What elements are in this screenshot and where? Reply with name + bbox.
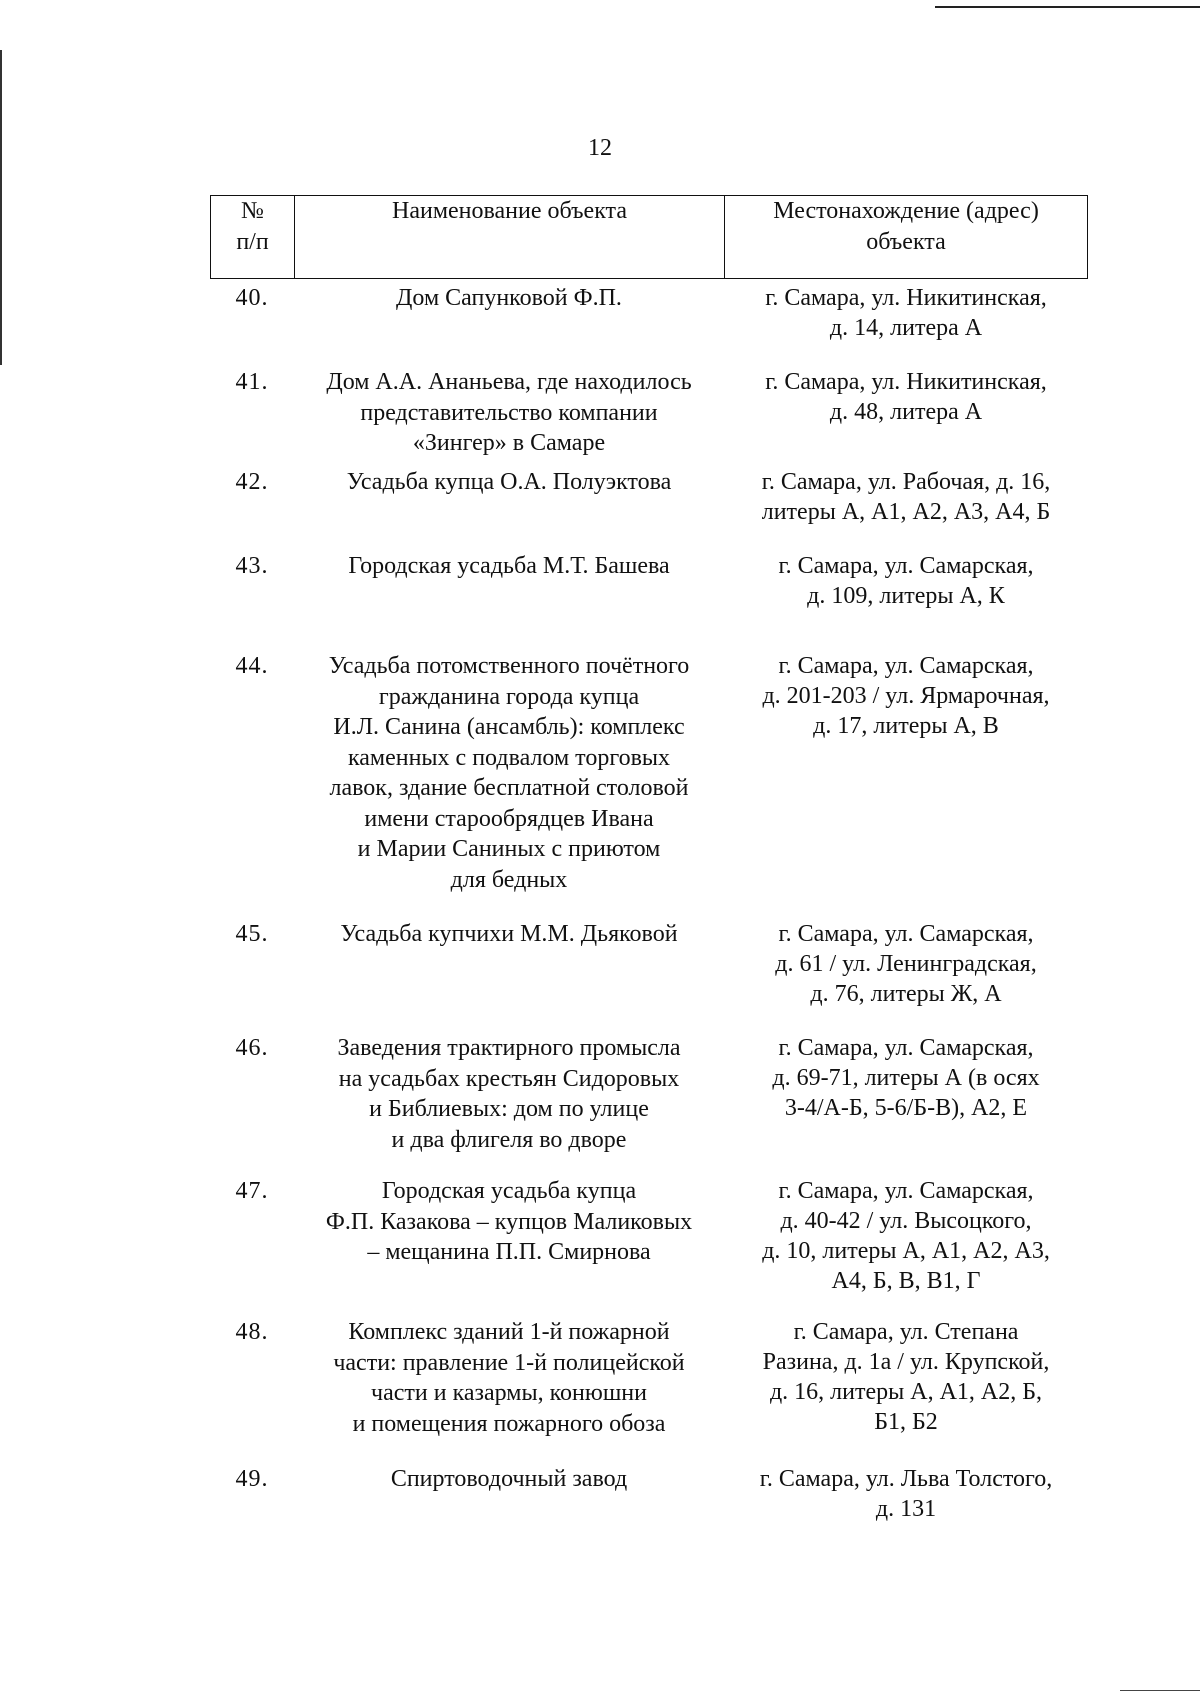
object-address-line: г. Самара, ул. Самарская, xyxy=(778,553,1034,579)
scan-edge-line-left xyxy=(0,50,2,365)
row-number: 46. xyxy=(235,1035,269,1061)
object-name-line: Заведения трактирного промысла xyxy=(337,1035,681,1061)
header-number-line: № xyxy=(241,198,264,224)
header-name-line: Наименование объекта xyxy=(392,198,627,224)
object-name xyxy=(294,1317,724,1439)
table-row xyxy=(210,283,1088,343)
object-address-line: г. Самара, ул. Самарская, xyxy=(778,1178,1034,1204)
object-name xyxy=(294,367,724,459)
object-name-line: и помещения пожарного обоза xyxy=(352,1410,666,1437)
object-name xyxy=(294,1033,724,1155)
object-address-line: г. Самара, ул. Самарская, xyxy=(778,1035,1034,1061)
object-address-line: д. 10, литеры А, А1, А2, А3, xyxy=(762,1238,1050,1264)
object-name-line: Дом А.А. Ананьева, где находилось xyxy=(326,369,692,395)
header-name-column xyxy=(295,196,725,278)
object-name xyxy=(294,1464,724,1524)
object-address-line: д. 40-42 / ул. Высоцкого, xyxy=(780,1208,1032,1234)
object-name-line: имени старообрядцев Ивана xyxy=(364,805,654,832)
object-address-line: д. 76, литеры Ж, А xyxy=(810,981,1002,1007)
object-address-line: 3-4/А-Б, 5-6/Б-В), А2, Е xyxy=(784,1095,1028,1121)
object-name-line: каменных с подвалом торговых xyxy=(347,744,671,771)
object-address-line: г. Самара, ул. Никитинская, xyxy=(765,369,1047,395)
row-number: 49. xyxy=(235,1466,269,1492)
object-address-line: Б1, Б2 xyxy=(874,1409,938,1435)
object-address-line: г. Самара, ул. Никитинская, xyxy=(765,285,1047,311)
object-name-line: части: правление 1-й полицейской xyxy=(333,1349,685,1376)
object-address-line: г. Самара, ул. Самарская, xyxy=(778,921,1034,947)
object-name xyxy=(294,1176,724,1296)
object-address-line: г. Самара, ул. Степана xyxy=(793,1319,1019,1345)
object-name-line: Усадьба купчихи М.М. Дьяковой xyxy=(340,921,678,947)
object-name-line: Усадьба купца О.А. Полуэктова xyxy=(346,469,672,495)
object-name-line: Городская усадьба купца xyxy=(381,1178,637,1204)
object-address-line: Разина, д. 1а / ул. Крупской, xyxy=(762,1349,1050,1375)
object-name xyxy=(294,551,724,611)
table-row xyxy=(210,919,1088,1009)
object-address-line: д. 201-203 / ул. Ярмарочная, xyxy=(762,683,1050,709)
row-number: 47. xyxy=(235,1178,269,1204)
object-address xyxy=(724,651,1088,895)
object-address-line: д. 17, литеры А, В xyxy=(813,713,999,739)
object-address-line: д. 131 xyxy=(875,1496,937,1522)
object-address-line: г. Самара, ул. Рабочая, д. 16, xyxy=(761,469,1051,495)
header-address-line: объекта xyxy=(866,229,946,255)
object-name-line: – мещанина П.П. Смирнова xyxy=(367,1239,651,1265)
object-name-line: «Зингер» в Самаре xyxy=(412,430,606,456)
row-number: 44. xyxy=(235,653,269,679)
object-name-line: на усадьбах крестьян Сидоровых xyxy=(338,1065,680,1092)
object-address-line: д. 69-71, литеры А (в осях xyxy=(772,1065,1040,1091)
table-row xyxy=(210,1176,1088,1296)
table-row xyxy=(210,367,1088,459)
scan-edge-line-bottom xyxy=(1120,1690,1200,1691)
object-name-line: и Марии Саниных с приютом xyxy=(357,836,661,862)
row-number: 42. xyxy=(235,469,269,495)
object-name-line: Городская усадьба М.Т. Башева xyxy=(348,553,670,579)
header-address-column xyxy=(725,196,1087,278)
header-number-column xyxy=(211,196,295,278)
object-name-line: представительство компании xyxy=(360,399,658,426)
object-name-line: Ф.П. Казакова – купцов Маликовых xyxy=(325,1208,693,1235)
table-row xyxy=(210,651,1088,895)
object-name-line: гражданина города купца xyxy=(378,683,640,710)
object-address-line: д. 16, литеры А, А1, А2, Б, xyxy=(769,1379,1043,1405)
object-name-line: Дом Сапунковой Ф.П. xyxy=(396,285,622,311)
table-row xyxy=(210,551,1088,611)
object-name-line: Усадьба потомственного почётного xyxy=(328,653,690,679)
object-name-line: части и казармы, конюшни xyxy=(371,1380,647,1406)
object-name-line: И.Л. Санина (ансамбль): комплекс xyxy=(333,714,685,740)
object-address-line: д. 14, литера А xyxy=(829,315,983,341)
object-name xyxy=(294,467,724,527)
object-address xyxy=(724,467,1088,527)
object-address-line: д. 48, литера А xyxy=(829,399,983,425)
table-row xyxy=(210,1317,1088,1439)
object-name-line: Комплекс зданий 1-й пожарной xyxy=(348,1319,670,1345)
object-address xyxy=(724,1176,1088,1296)
table-row xyxy=(210,467,1088,527)
table-row xyxy=(210,1464,1088,1524)
object-address xyxy=(724,367,1088,459)
object-address xyxy=(724,1033,1088,1155)
object-address xyxy=(724,1464,1088,1524)
row-number: 41. xyxy=(235,369,269,395)
object-address xyxy=(724,1317,1088,1439)
scan-edge-line-top xyxy=(935,6,1200,8)
object-address xyxy=(724,551,1088,611)
row-number: 45. xyxy=(235,921,269,947)
object-name-line: для бедных xyxy=(450,866,568,893)
object-address xyxy=(724,283,1088,343)
object-name xyxy=(294,651,724,895)
header-address-line: Местонахождение (адрес) xyxy=(773,198,1039,224)
header-number-line: п/п xyxy=(236,229,269,255)
object-name-line: и два флигеля во дворе xyxy=(391,1126,627,1153)
object-address xyxy=(724,919,1088,1009)
object-name-line: Спиртоводочный завод xyxy=(390,1466,628,1492)
table-header xyxy=(210,195,1088,279)
object-address-line: д. 61 / ул. Ленинградская, xyxy=(775,951,1037,977)
object-name xyxy=(294,919,724,1009)
object-name xyxy=(294,283,724,343)
row-number: 48. xyxy=(235,1319,269,1345)
object-address-line: литеры А, А1, А2, А3, А4, Б xyxy=(761,499,1051,525)
object-name-line: и Библиевых: дом по улице xyxy=(369,1096,649,1122)
page-number: 12 xyxy=(588,135,612,161)
object-name-line: лавок, здание бесплатной столовой xyxy=(329,775,689,801)
row-number: 43. xyxy=(235,553,269,579)
object-address-line: д. 109, литеры А, К xyxy=(807,583,1005,609)
object-address-line: г. Самара, ул. Льва Толстого, xyxy=(759,1466,1053,1492)
table-row xyxy=(210,1033,1088,1155)
row-number: 40. xyxy=(235,285,269,311)
object-address-line: А4, Б, В, В1, Г xyxy=(831,1268,981,1294)
object-address-line: г. Самара, ул. Самарская, xyxy=(778,653,1034,679)
